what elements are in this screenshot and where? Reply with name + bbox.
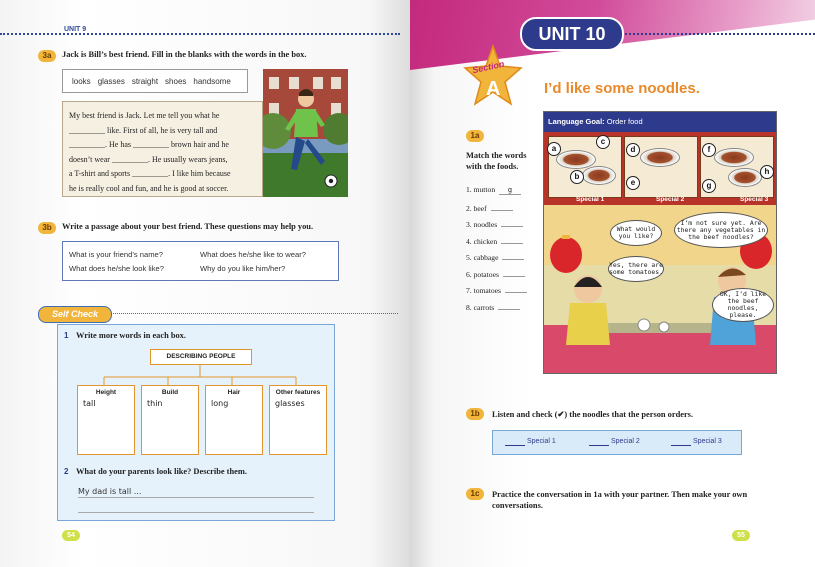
self-check-q2-answer: My dad is tall ... [78,487,142,496]
food-letter: f [702,143,716,157]
self-check-badge: Self Check [38,306,112,323]
answer-blank[interactable] [498,301,520,310]
passage-line: a T-shirt and sports _________. I like him because [69,169,231,178]
exercise-badge-1a: 1a [466,130,484,142]
section-word: Section [471,58,506,76]
passage-line: doesn’t wear _________. He usually wears jeans, [69,154,228,164]
answer-blank[interactable] [501,235,523,244]
speech-bubble: Yes, there are some tomatoes. [608,256,664,282]
food-letter: e [626,176,640,190]
category-word: glasses [275,399,305,408]
question: Why do you like him/her? [200,264,286,273]
category-word: long [211,399,229,408]
running-head: UNIT 9 [64,26,87,33]
passage-line: _________. He has _________ brown hair and he [69,140,229,149]
category-box-build [141,385,199,455]
answer-blank[interactable] [502,251,524,260]
check-blank[interactable] [589,445,609,446]
question-number: 1 [64,331,69,340]
writing-line [78,497,314,498]
category-heading: Other features [275,389,321,396]
food-plate [640,148,680,167]
food-item: 7. tomatoes [466,284,536,301]
category-word: tall [83,399,96,408]
category-heading: Build [161,389,179,396]
word-box-item: shoes [165,76,187,86]
restaurant-picture [543,111,777,374]
food-item: 4. chicken [466,235,536,252]
speech-bubble: I’m not sure yet. Are there any vegetables in the beef noodles? [674,212,768,248]
category-word: thin [147,399,163,408]
food-item: 3. noodles [466,218,536,235]
food-item: 2. beef [466,202,536,219]
language-goal-label: Language Goal: [548,117,605,126]
food-letter: c [596,135,610,149]
passage-line: he is really cool and fun, and he is good at soccer. [69,183,229,193]
writing-line [78,512,314,513]
word-box [62,69,248,93]
check-blank[interactable] [505,445,525,446]
food-item: 5. cabbage [466,251,536,268]
answer-blank[interactable] [501,218,523,227]
food-item: 6. potatoes [466,268,536,285]
food-plate [714,148,754,167]
category-box-other-features [269,385,327,455]
speech-bubble: OK, I’d like the beef noodles, please. [712,288,774,322]
language-goal-bar [544,112,776,132]
lesson-title: I’d like some noodles. [544,80,700,97]
answer-blank[interactable] [491,202,513,211]
dotted-rule [0,33,400,35]
exercise-badge-3b: 3b [38,222,56,234]
check-blank[interactable] [671,445,691,446]
category-heading: Hair [227,389,241,396]
self-check-panel [57,324,335,521]
questions-box [62,241,339,281]
instruction-3b: Write a passage about your best friend. These questions may help you. [62,222,314,231]
instruction-1b: Listen and check (✔) the noodles that the person orders. [492,410,694,419]
category-box-height [77,385,135,455]
answer-blank[interactable]: g [499,186,521,195]
exercise-badge-1c: 1c [466,488,484,500]
instruction-3a: Jack is Bill’s best friend. Fill in the blanks with the words in the box. [62,50,307,59]
option-special-1[interactable]: Special 1 [527,438,556,445]
food-letter: b [570,170,584,184]
food-item: 1. mutton g [466,185,536,202]
section-letter: A [486,78,501,100]
food-item: 8. carrots [466,301,536,318]
answer-blank[interactable] [505,284,527,293]
word-box-item: straight [131,76,159,86]
boy-soccer-photo [263,69,348,197]
word-box-item: looks [72,76,91,86]
category-box-hair [205,385,263,455]
word-box-item: handsome [193,76,231,86]
food-letter: d [626,143,640,157]
instruction-1c: Practice the conversation in 1a with your partner. Then make your own conversations. [492,490,748,510]
passage-line: My best friend is Jack. Let me tell you what he [69,111,220,120]
passage-line: _________ like. First of all, he is very tall and [69,125,218,135]
chart-title: DESCRIBING PEOPLE [150,349,252,365]
exercise-badge-3a: 3a [38,50,56,62]
right-page [410,0,815,567]
page-number-left: 54 [62,530,80,541]
question: What does he/she look like? [69,264,164,273]
food-letter: a [547,142,561,156]
instruction-1a: Match the words with the foods. [466,151,527,171]
exercise-badge-1b: 1b [466,408,484,420]
option-special-3[interactable]: Special 3 [693,438,722,445]
special-label: Special 3 [740,196,769,203]
self-check-q2: What do your parents look like? Describe them. [76,467,247,476]
food-plate [728,168,762,187]
word-box-item: glasses [97,76,125,86]
question-number: 2 [64,467,69,476]
checkbox-options [492,430,742,455]
food-letter: g [702,179,716,193]
question: What does he/she like to wear? [200,250,306,259]
page-number-right: 55 [732,530,750,541]
food-list [466,185,536,317]
answer-blank[interactable] [503,268,525,277]
category-heading: Height [95,389,117,396]
special-label: Special 1 [576,196,605,203]
unit-title: UNIT 10 [520,17,624,51]
passage-box [62,101,263,197]
menu-board [544,132,776,205]
self-check-q1: Write more words in each box. [76,331,186,340]
speech-bubble: What would you like? [610,220,662,246]
food-plate [582,166,616,185]
language-goal: Order food [606,117,643,126]
option-special-2[interactable]: Special 2 [611,438,640,445]
question: What is your friend’s name? [69,250,163,259]
special-label: Special 2 [656,196,685,203]
food-letter: h [760,165,774,179]
